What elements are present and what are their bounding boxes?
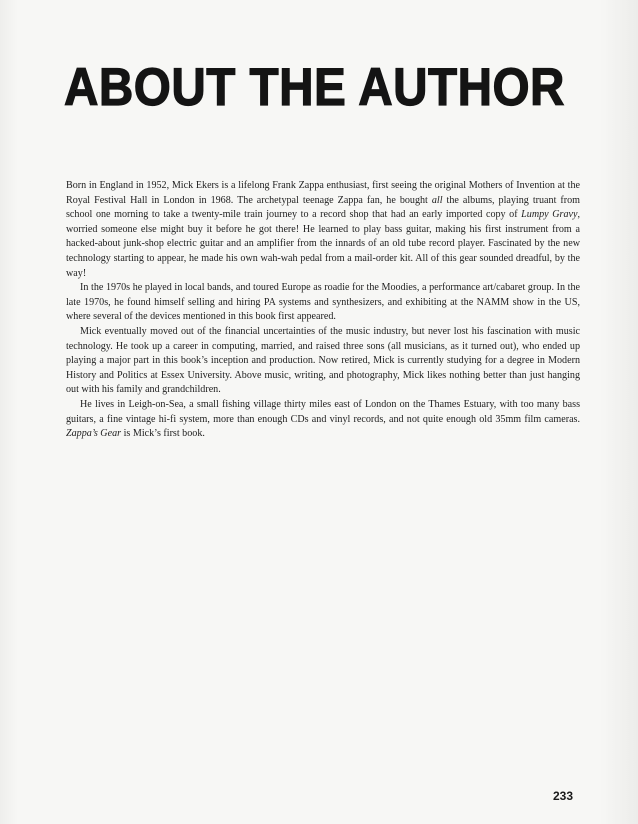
paragraph-text: He lives in Leigh-on-Sea, a small fishing village thirty miles east of London on the Thames Estuary, with too many bass guitars, a fine vintage hi-fi system, more than enough CDs and vinyl records, and not quite enough old 35mm film cameras. bbox=[66, 398, 580, 425]
italic-title-text: all bbox=[431, 194, 443, 206]
author-bio bbox=[66, 179, 580, 442]
bio-paragraph-4 bbox=[66, 398, 580, 442]
paragraph-text: Mick eventually moved out of the financial uncertainties of the music industry, but never lost his fascination with music technology. He took up a career in computing, married, and raised three sons (all musicians, as it turned out), who ended up playing a major part in this book’s inception and production. Now retired, Mick is currently studying for a degree in Modern History and Politics at Essex University. Above music, writing, and photography, Mick likes nothing better than just hanging out with his family and grandchildren. bbox=[66, 325, 580, 396]
italic-title-text: Zappa’s Gear bbox=[66, 428, 122, 440]
page-heading: ABOUT THE AUTHOR bbox=[64, 58, 565, 117]
paragraph-text: , worried someone else might buy it before he got there! He learned to play bass guitar, making his first instrument from a hacked-about junk-shop electric guitar and an amplifier from the innards of an old tube record player. Fascinated by the new technology starting to appear, he made his own wah-wah pedal from a mail-order kit. All of this gear sounded dreadful, by the way! bbox=[66, 209, 580, 279]
italic-title-text: Lumpy Gravy bbox=[521, 209, 578, 221]
paragraph-text: the albums, playing truant from school one morning to take a twenty-mile train journey to a record shop that had an early imported copy of bbox=[66, 194, 580, 221]
paragraph-text: is Mick’s first book. bbox=[121, 428, 205, 440]
page-number: 233 bbox=[552, 789, 573, 803]
paragraph-text: Born in England in 1952, Mick Ekers is a lifelong Frank Zappa enthusiast, first seeing the original Mothers of Invention at the Royal Festival Hall in London in 1968. The archetypal teenage Zappa fan, he bought bbox=[66, 180, 580, 206]
paragraph-text: In the 1970s he played in local bands, and toured Europe as roadie for the Moodies, a performance art/cabaret group. In the late 1970s, he found himself selling and hiring PA systems and synthesizers, and exhibiting at the NAMM show in the US, where several of the devices mentioned in this book first appeared. bbox=[66, 282, 580, 323]
bio-paragraph-1 bbox=[66, 179, 580, 281]
bio-paragraph-2 bbox=[66, 281, 580, 325]
bio-paragraph-3 bbox=[66, 325, 580, 398]
